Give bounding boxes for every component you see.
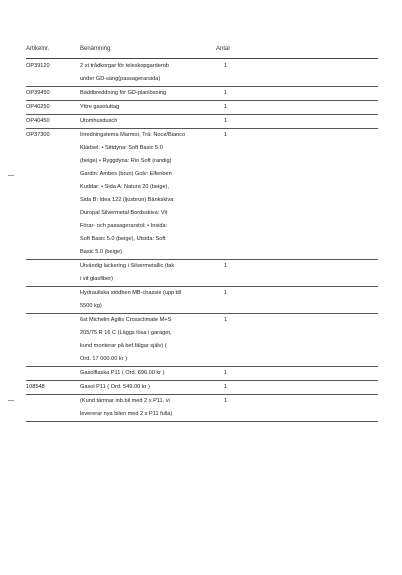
- table-row: [26, 314, 378, 367]
- item-description: [80, 367, 220, 380]
- item-description: [80, 129, 220, 259]
- table-row: [26, 287, 378, 314]
- description-line: 2 st trådkorgar för teleskopgarderob: [80, 63, 169, 69]
- item-quantity: 1: [224, 398, 228, 404]
- description-line: Yttre gasoluttag: [80, 104, 120, 110]
- punch-mark: [8, 175, 14, 176]
- item-quantity: 1: [224, 118, 228, 124]
- description-line: Duropal Silvermetal Bordsskiva: Vit: [80, 210, 168, 216]
- table-row: [26, 87, 378, 101]
- description-line: Gasolflaska P11 ( Ord. 696.00 kr ): [80, 370, 165, 376]
- table-row: [26, 101, 378, 115]
- article-number: 108548: [26, 384, 45, 390]
- header-quantity: Antal: [216, 46, 230, 52]
- description-line: Basic 5.0 (beige): [80, 249, 122, 255]
- description-line: Sida B: Idea 122 (ljusbrun) Bänkskiva:: [80, 197, 175, 203]
- table-row: [26, 395, 378, 422]
- description-line: 205/75 R 16 C (Läggs lösa i garaget,: [80, 330, 172, 336]
- items-table: [26, 60, 378, 422]
- description-line: 6st Michelin Agilis Crossclimate M+S: [80, 317, 172, 323]
- article-number: OP39120: [26, 63, 50, 69]
- description-line: Gardin: Ambes (brun) Golv: Elfenben: [80, 171, 172, 177]
- description-line: Hydrauliska stödben MB-chassie (upp till: [80, 290, 182, 296]
- table-row: [26, 260, 378, 287]
- item-description: [80, 287, 220, 313]
- table-row: [26, 367, 378, 381]
- item-quantity: 1: [224, 63, 228, 69]
- table-row: [26, 129, 378, 260]
- item-quantity: 1: [224, 90, 228, 96]
- description-line: i vit glasfiber): [80, 276, 113, 282]
- table-row: [26, 381, 378, 395]
- description-line: Utvändig lackering i Silvermetallic (tak: [80, 263, 175, 269]
- description-line: (beige) • Ryggdyna: Rio Soft (randig): [80, 158, 172, 164]
- item-quantity: 1: [224, 384, 228, 390]
- description-line: Förar- och passagerarstol: • Insida:: [80, 223, 168, 229]
- article-number: OP39450: [26, 90, 50, 96]
- header-article-no: Artikelnr.: [26, 46, 50, 52]
- description-line: Bäddbreddning för GD-planlösning: [80, 90, 167, 96]
- description-line: Ord. 17 000.00 kr ): [80, 356, 127, 362]
- description-line: Soft Basic 5.0 (beige), Utsida: Soft: [80, 236, 166, 242]
- description-line: Inredningstema Marmor, Trä: Noce/Bianco: [80, 132, 186, 138]
- item-quantity: 1: [224, 132, 228, 138]
- description-line: under GD-säng(passagerarsida): [80, 76, 161, 82]
- item-description: [80, 395, 220, 421]
- header-name: Benämning: [80, 46, 111, 52]
- item-description: [80, 87, 220, 100]
- header-divider: [26, 58, 378, 59]
- item-description: [80, 60, 220, 86]
- punch-mark: [8, 400, 14, 401]
- item-description: [80, 115, 220, 128]
- item-description: [80, 260, 220, 286]
- item-quantity: 1: [224, 370, 228, 376]
- description-line: (Kund tämnar inb.bil med 2 x P11, vi: [80, 398, 170, 404]
- article-number: OP40450: [26, 118, 50, 124]
- table-row: [26, 60, 378, 87]
- item-quantity: 1: [224, 317, 228, 323]
- article-number: OP37300: [26, 132, 50, 138]
- description-line: 5500 kg): [80, 303, 102, 309]
- item-description: [80, 101, 220, 114]
- description-line: Gasol P11 ( Ord. 549.00 kr ): [80, 384, 150, 390]
- description-line: kund monterar på bef.fälgar själv) (: [80, 343, 167, 349]
- description-line: Utomhusdusch: [80, 118, 118, 124]
- description-line: Klädsel: • Sittdyna: Soft Basic 5.0: [80, 145, 163, 151]
- description-line: Kuddar: • Sida A: Natura 20 (beige),: [80, 184, 170, 190]
- article-number: OP40250: [26, 104, 50, 110]
- table-row: [26, 115, 378, 129]
- item-quantity: 1: [224, 104, 228, 110]
- item-quantity: 1: [224, 290, 228, 296]
- item-description: [80, 314, 220, 366]
- item-quantity: 1: [224, 263, 228, 269]
- description-line: levererar nya bilen med 2 x P11 fulla): [80, 411, 173, 417]
- item-description: [80, 381, 220, 394]
